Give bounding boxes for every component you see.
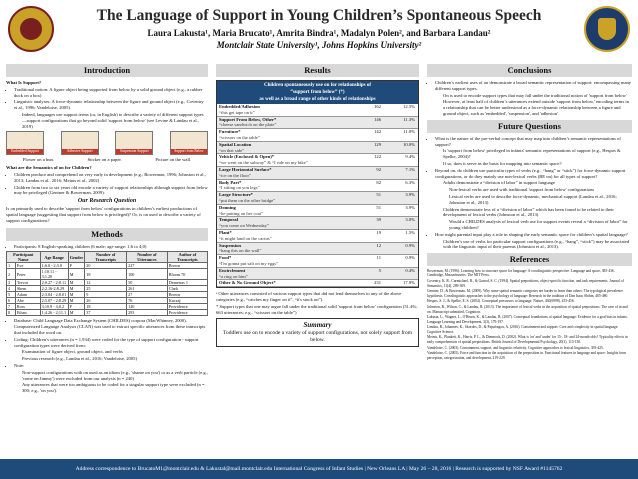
table-cell: F (68, 263, 85, 269)
category-example: “you come on Wednesday” (219, 223, 269, 229)
category-percent: 10.0% (403, 141, 415, 147)
methods-participants: • Participants: 8 English-speaking children (6 male; age range: 1;6 to 4;0) (14, 244, 208, 250)
affiliation: Montclair State University¹, Johns Hopkins University² (216, 40, 422, 50)
caption: Picture on the wall. (155, 157, 192, 163)
intro-question-2: What are the Semantics of on for Children? (6, 165, 92, 171)
category-example: “this get tape on it” (219, 109, 255, 115)
category-count: 231 (374, 280, 381, 286)
summary-title: Summary (303, 321, 332, 330)
table-cell: Trevor (15, 280, 40, 286)
category-example: “hang this on the wall” (219, 248, 262, 254)
research-question: Is on primarily used to describe 'support from below' configurations in children’s earliest productions of spatial language (suggesting that support from below is privileged)? Or, is on used to describe a variety of support configurations? (6, 206, 201, 223)
table-cell: Demetras 1 (167, 280, 207, 286)
category-percent: 9.4% (405, 154, 415, 160)
table-cell: 50 (127, 280, 168, 286)
results-row (217, 104, 418, 117)
category-percent: 11.3% (403, 116, 415, 122)
category-label: Furniture* (219, 129, 241, 135)
table-cell: Eve (15, 263, 40, 269)
table-cell: 8 (7, 310, 16, 316)
embedded-support-image: Embedded Support (6, 131, 44, 155)
poster-header (0, 0, 638, 62)
table-cell: 76 (127, 298, 168, 304)
poster-footer: Address correspondence to BrucatoM1@montclair.edu & Lakustal@mail.montclair.edu International Congress of Infant Studies | New Orleans LA | May 26 – 28, 2016 | Research is supported by NSF Award #1145762 (0, 459, 638, 479)
jhu-logo (584, 6, 630, 52)
table-cell: 3;10.9 - 4;0.2 (40, 304, 68, 310)
results-row (217, 217, 418, 230)
methods-note-b: Any utterances that were too ambiguous to be coded for a singular support type were excluded (n = 300; e.g., 'on you'). (22, 382, 205, 394)
methods-heading: Methods (6, 228, 208, 241)
table-cell: 261 (127, 286, 168, 292)
table-header: Participant Name (7, 252, 41, 263)
table-cell: 12 (85, 280, 127, 286)
table-cell: 26 (85, 298, 127, 304)
table-header: Age Range (40, 252, 68, 263)
reference-item: Bowerman, M. (1996). Learning how to structure space for language: A crosslinguistic perspective. Language and space, 385-436. Cambridge, Massachusetts: The MIT Press. (427, 269, 615, 278)
table-cell: 20 (85, 263, 127, 269)
table-header: Number of Utterances (127, 252, 168, 263)
results-row (217, 117, 418, 130)
table-cell: Adam (15, 292, 40, 298)
future-question: • How might parental input play a role in shaping the early semantic space for children’s spatial language? (435, 232, 632, 238)
methods-coding-a: Examination of figure object, ground object, and verbs (22, 349, 123, 355)
suspension-support-image: Suspension Support (115, 131, 153, 155)
reference-item: Johnston, R., Wilson, C., & Landau, B. (2013). The importance of lexical verbs in the acquisition of spatial prepositions: The case of in and on. Manuscript submitted, Cognition. (427, 305, 628, 314)
category-percent: 1.5% (405, 229, 415, 235)
table-cell: 293 (127, 310, 168, 316)
future-sub: Non-lexical verbs are used with traditional 'support from below' configurations (449, 187, 595, 193)
category-example: “cheese sandwich on the plate” (219, 122, 277, 128)
reference-item: Hespos, S. J., & Spelke, E. S. (2004). Conceptual precursors to language. Nature, 430(6998), 453-456. (427, 299, 575, 304)
category-example: “scissors on the table” (219, 134, 260, 140)
category-count: 142 (374, 129, 381, 135)
intro-question-1: What Is Support? (6, 80, 42, 85)
category-count: 51 (376, 192, 381, 198)
category-label: Spatial Location (219, 141, 252, 147)
table-cell: 9 (85, 292, 127, 298)
category-label: Large Horizontal Surface* (219, 166, 272, 172)
future-sub: Lexical verbs are used to describe force-dynamic, mechanical support (Landau et al., 2016; Johnston et al., 2013) (449, 193, 617, 205)
future-sub: Children’s use of verbs for particular support configurations (e.g., “hang”, “stick”) may be associated with the linguistic input of their parents (Johnston et al., 2013). (443, 238, 630, 250)
intro-bullet: • Linguistic analyses: A force-dynamic relationship between the figure and ground object (e.g., Coventry et al., 1996; Vandeloise, 2005). (14, 99, 208, 111)
conclusions-heading: Conclusions (427, 64, 632, 77)
participants-table (6, 251, 208, 316)
caption: Sticker on a paper. (87, 157, 122, 163)
intro-bullet: Indeed, languages use support terms (or, in English) to describe a variety of different support types—support configurations that go beyond solid 'support from below' (see Levine & Landau et al., 2019) (22, 111, 204, 129)
table-cell: F (68, 304, 85, 310)
category-label: Embedded/Adhesion (219, 104, 260, 109)
poster-title: The Language of Support in Young Children’s Spontaneous Speech (96, 7, 542, 24)
table-row (7, 269, 208, 280)
category-count: 12 (376, 242, 381, 248)
category-label: Other & No Ground Object* (219, 280, 276, 286)
conclusion-sub: However, at least half of children’s utterances extend outside 'support from below,' encoding terms in a relationship that can be better understood as a force-dynamic relationship between a figure and ground object, such as 'embedded', 'suspension', and 'adhesion'. (443, 99, 629, 116)
category-label: Food* (219, 255, 232, 261)
table-cell: Kuczaj (167, 298, 207, 304)
category-percent: 3.9% (405, 192, 415, 198)
category-example: “I sitting on you legs” (219, 185, 260, 191)
category-count: 122 (374, 154, 381, 160)
category-count: 162 (374, 104, 381, 109)
category-count: 92 (376, 166, 381, 172)
table-cell: 6 (7, 298, 16, 304)
category-label: Plant* (219, 229, 232, 235)
results-row (217, 142, 418, 155)
results-row (217, 230, 418, 243)
column-left (6, 64, 208, 395)
category-label: Encirclement (219, 267, 246, 273)
results-row (217, 167, 418, 180)
summary-box (216, 318, 419, 347)
results-row (217, 129, 418, 142)
reference-item: Meints, K., Plunkett, K., Harris, P. L., & Dimmock, D. (2002). What is 'on' and 'under' for 15-, 18- and 24-month-olds? Typicality effects in early comprehension of spatial prepositions. British Journal of Developmental Psychology, 20(1), 113-130. (427, 335, 628, 344)
table-cell: 2;0.27 - 2;8.11 (40, 280, 68, 286)
table-cell: Providence (167, 304, 207, 310)
category-count: 146 (374, 116, 381, 122)
methods-coding: • Coding: Children’s utterances (n = 1,934) were coded for the type of support configuration - support configuration types were derived from: (14, 337, 208, 349)
introduction-heading: Introduction (6, 64, 208, 77)
table-cell: 37 (85, 310, 127, 316)
results-heading: Results (216, 64, 419, 77)
methods-database: • Database: Child Language Data Exchange System (CHILDES) corpora (MacWhinney, 2000), Computerized Language Analysis (CLAN) was used to extract specific utterances from these transcripts that included the word on. (14, 318, 208, 335)
category-example: “ice on the floor” (219, 172, 252, 178)
category-percent: 12.5% (403, 104, 415, 109)
category-count: 39 (376, 217, 381, 223)
table-cell: Shem (15, 286, 40, 292)
caption: Flower on a bun. (22, 157, 54, 163)
table-header: Author of Transcripts (167, 252, 207, 263)
results-footnote-2: * Support types that one may argue fall under the traditional solid 'support from below' configuration (51.4%; 663 utterances; e.g., “scissors on the table”) (216, 303, 418, 315)
results-table-header: Children spontaneously use on for relationships of “support from below” (*) as well as a broad range of other kinds of relationships (217, 81, 418, 104)
msu-logo (8, 6, 54, 52)
table-cell: 227 (127, 263, 168, 269)
methods-note-a: Non-support configurations with on used as an idiom (e.g., 'shame on you') or as a verb particle (e.g., 'come on Jimmy') were excluded from our analysis (n = 240) (22, 369, 208, 381)
reference-item: Vandeloise, C. (2005). Force and function in the acquisition of the preposition in. Functional features in language and space: Insights from perception, categorization, and development, 219-229. (427, 351, 627, 360)
category-percent: 0.9% (405, 242, 415, 248)
table-cell: 1;10.11 - 3;1.20 (40, 269, 68, 280)
category-label: Vehicle (Enclosed & Open)* (219, 154, 275, 160)
category-example: “on that side” (219, 147, 245, 153)
category-percent: 0.4% (405, 267, 415, 273)
table-row (7, 310, 208, 316)
column-middle (216, 64, 419, 347)
table-cell: 18 (85, 304, 127, 310)
table-header: Number of Transcripts (85, 252, 127, 263)
methods-note: • Note: (14, 363, 208, 369)
table-cell: M (68, 280, 85, 286)
authors: Laura Lakusta¹, Maria Brucato¹, Amrita Bindra¹, Madalyn Polen², and Barbara Landau² (147, 28, 491, 38)
table-header: Gender (68, 252, 85, 263)
results-row (217, 255, 418, 268)
category-count: 51 (376, 204, 381, 210)
category-count: 19 (376, 229, 381, 235)
table-cell: 27 (127, 292, 168, 298)
picture-captions (6, 157, 208, 163)
table-cell: 5 (7, 292, 16, 298)
category-label: Support From Below, Other* (219, 116, 277, 122)
table-cell: 4 (7, 286, 16, 292)
category-percent: 7.1% (405, 166, 415, 172)
conclusion-sub: On is used to encode support types that may fall under the traditional notion of 'support from below' (443, 92, 627, 98)
future-sub: Is 'support from below' privileged in infants' semantic representations of support (e.g., Hespos & Spelke, 2004)? (443, 148, 621, 160)
reference-item: Lakusta, L., Wagner, L., O'Hearn, K., & Landau, B. (2007). Conceptual foundations of spatial language: Evidence for a goal bias in infants. Language Learning and Development, 3(3), 179-197. (427, 315, 628, 324)
reference-item: Coventry, K. R., Carmichael, R., & Garrod, S. C. (1994). Spatial prepositions, object-specific function, and task requirements. Journal of Semantics, 11(4), 289-309. (427, 279, 624, 288)
table-cell: 100 (127, 269, 168, 280)
category-percent: 17.9% (403, 280, 415, 286)
future-heading: Future Questions (427, 120, 632, 133)
category-percent: 6.3% (405, 179, 415, 185)
future-question: • What is the nature of the pre-verbal concept that may map into children’s semantic representations of support? (435, 136, 632, 148)
table-cell: Ross (15, 304, 40, 310)
category-percent: 0.9% (405, 255, 415, 261)
category-example: “he putting on her coat” (219, 210, 264, 216)
adhesive-support-image: Adhesive Support (61, 131, 99, 155)
intro-bullet: • Children from two to six years old encode a variety of support relationships although support from below may be privileged (Gentner & Bowerman, 2009). (14, 185, 208, 197)
future-sub: Adults demonstrate a “division of labor” in support language (443, 180, 556, 186)
support-from-below-image: Support from Below (170, 131, 208, 155)
table-cell: M (68, 286, 85, 292)
category-percent: 3.9% (405, 204, 415, 210)
future-question: • Beyond on, do children use particular types of verbs (e.g., “hang” or “stick”) for force-dynamic support configurations, or do they mainly use non-lexical verbs (BE on) for all types of support? (435, 168, 632, 180)
category-count: 129 (374, 141, 381, 147)
future-sub: Children demonstrate less of a “division of labor” which has been found to be related to their development of lexical verbs (Johnston et al., 2013) (443, 206, 614, 218)
summary-body: Toddlers use on to encode a variety of support configurations, not solely support from below. (222, 330, 413, 344)
category-example: “we went on the subway” & “I ride on my bike” (219, 160, 308, 166)
table-cell: 25 (85, 286, 127, 292)
references-heading: References (427, 253, 632, 266)
category-label: Temporal (219, 217, 238, 223)
support-type-pictures (6, 131, 208, 155)
conclusion-bullet: • Children’s earliest uses of on demonstrate a broad semantic representation of support: encompassing many different support types. (435, 80, 632, 92)
category-label: Large Structure* (219, 192, 253, 198)
intro-bullet: • Children produce and comprehend on very early in development (e.g., Bowerman, 1996; Johnston et al., 2013; Landau et al., 2016; Meints et al., 2002) (14, 172, 208, 184)
future-sub: If so, does it serve as the basis for mapping into semantic space? (443, 160, 562, 166)
category-count: 82 (376, 179, 381, 185)
table-cell: Providence (167, 310, 207, 316)
category-label: Body Part* (219, 179, 242, 185)
table-cell: Clark (167, 286, 207, 292)
table-cell: Abe (15, 298, 40, 304)
category-example: “it might land on the cactus” (219, 235, 272, 241)
table-cell: Ethan (15, 310, 40, 316)
category-example: “I'm gonna put salt on my eggs” (219, 260, 279, 266)
category-percent: 11.0% (403, 129, 415, 135)
category-label: Donning (219, 204, 236, 210)
table-cell: 7 (7, 304, 16, 310)
table-cell: 2;5.07 - 2;8.29 (41, 298, 67, 304)
table-cell: 18 (85, 269, 127, 280)
results-row (217, 192, 418, 205)
reference-item: Vandeloise, C. (2003). Containment, support, and linguistic relativity. Cognitive approaches to lexical linguistics, 393-425. (427, 345, 604, 350)
results-row (217, 280, 418, 287)
category-count: 5 (378, 267, 381, 273)
results-table (216, 80, 419, 288)
table-cell: Brown (167, 292, 207, 298)
reference-item: Gentner, D., & Bowerman, M. (2009). Why some spatial semantic categories are harder to learn than others: The typological prevalence hypothesis. Crosslinguistic approaches to the psychology of language: Research in the tradition of Dan Isaac Slobin, 465-480. (427, 289, 623, 298)
table-cell: 1;6.0 - 2;3.0 (40, 263, 68, 269)
results-row (217, 243, 418, 256)
category-example: “a ring on him” (219, 273, 248, 279)
table-cell: Bloom 70 (167, 269, 207, 280)
table-cell: 1;4.26 - 2;11.1 (40, 310, 68, 316)
category-example: “put them on the other bridge” (219, 197, 276, 203)
category-count: 11 (376, 255, 381, 261)
results-row (217, 180, 418, 193)
table-cell: 2 (7, 269, 16, 280)
table-cell: 3 (7, 280, 16, 286)
intro-bullet: • Traditional notion: A figure object being supported from below by a solid ground object (e.g., a rubber duck on a box) (14, 87, 208, 99)
table-cell: M (68, 310, 85, 316)
results-row (217, 205, 418, 218)
table-cell: 2;2.16-2;8.29 (40, 286, 68, 292)
category-label: Suspension (219, 242, 241, 248)
research-question-heading: Our Research Question (77, 198, 137, 205)
reference-item: Landau, B., Johannes, K., Skordos, D., & Papafragou, A. (2016). Containment and support: Core and complexity in spatial language. Cognitive Science. (427, 325, 619, 334)
results-footnote-1: ᵃ Other utterances consisted of various support types that did not lend themselves to any of the above categories (e.g., “catches my finger on it”, “it's stuck on”). (216, 291, 402, 302)
table-cell: M (68, 292, 85, 298)
table-cell: Brown (167, 263, 207, 269)
table-cell: Peter (15, 269, 40, 280)
category-percent: 3.0% (405, 217, 415, 223)
methods-coding-b: Previous research (e.g., Landau et al., 2016; Vandeloise, 2005) (22, 356, 137, 362)
table-cell: 1 (7, 263, 16, 269)
table-cell: M (68, 298, 85, 304)
table-cell: 120 (127, 304, 168, 310)
results-row (217, 268, 418, 281)
table-cell: M (68, 269, 85, 280)
table-cell: 2;3.04 - 2;8.01 (41, 292, 67, 298)
future-sub: Would a CHILDES analysis of lexical verb use for support events reveal a “division of labor” for young children? (449, 219, 628, 230)
results-row (217, 154, 418, 167)
column-right (427, 64, 632, 361)
